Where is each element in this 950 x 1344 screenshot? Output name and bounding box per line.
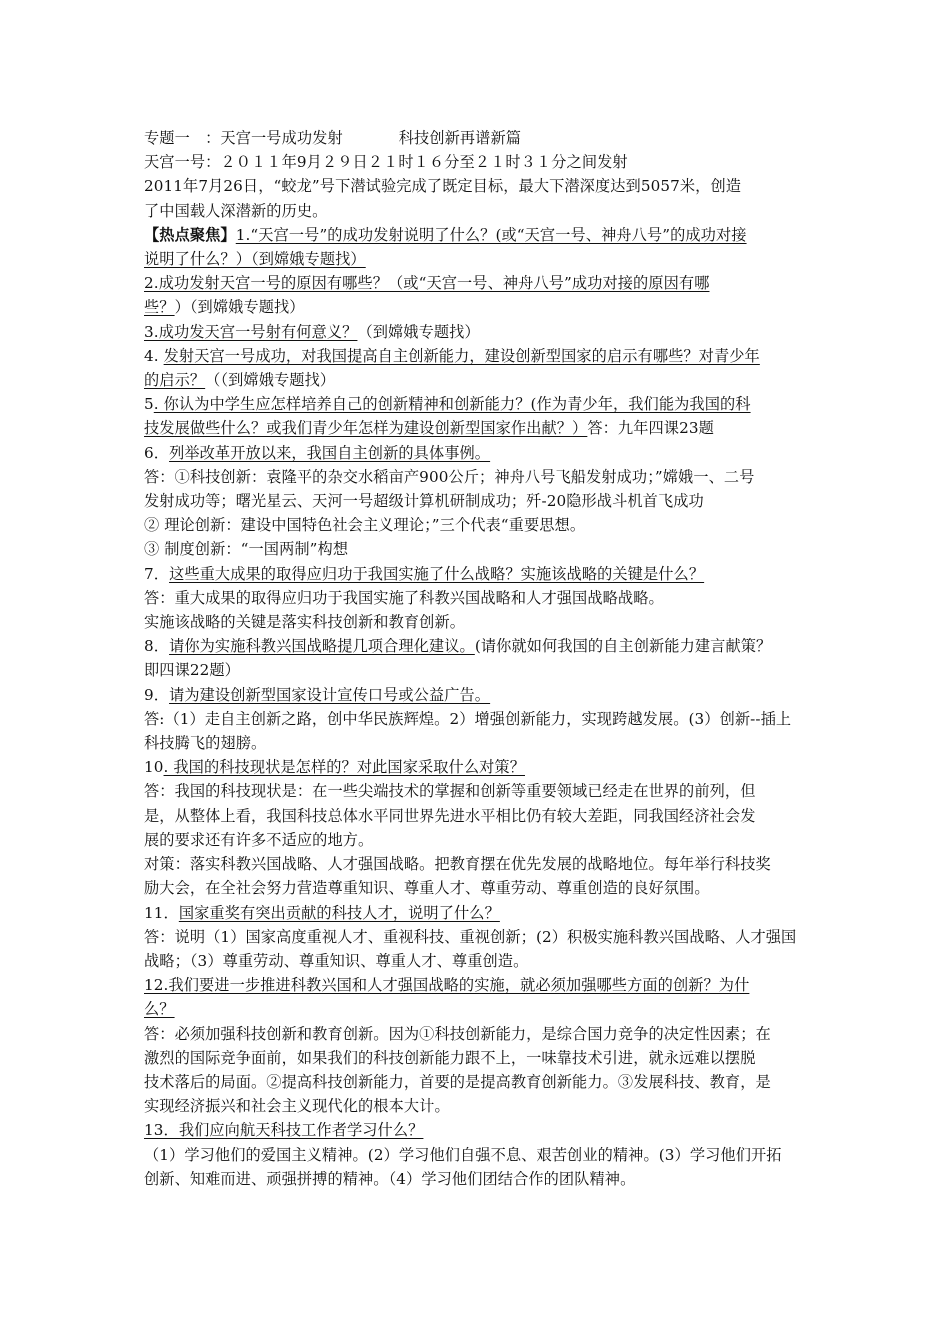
text-line [144,901,812,925]
underlined-text: 些？ [144,298,175,317]
line-text: 实施该战略的关键是落实科技创新和教育创新。 [144,613,466,632]
line-text: 【热点聚焦】 [144,225,236,244]
text-line [144,489,812,513]
text-line [144,658,812,682]
text-line [144,271,812,295]
underlined-text: 说明了什么？）（到嫦娥专题找） [144,250,366,269]
line-text: 2011年7月26日，“蛟龙”号下潜试验完成了既定目标，最大下潜深度达到5057米，创造 [144,177,742,196]
text-line [144,295,812,319]
text-line [144,973,812,997]
text-line [144,174,812,198]
text-line [144,392,812,416]
text-line [144,610,812,634]
text-line [144,1143,812,1167]
text-line [144,755,812,779]
line-text: 答：九年四课23题 [587,419,714,438]
line-text: ② 理论创新：建设中国特色社会主义理论；”三个代表“重要思想。 [144,516,586,535]
underlined-text: 12.我们要进一步推进科教兴国和人才强国战略的实施，就必须加强哪些方面的创新？为什 [144,976,750,995]
line-text: 创新、知难而进、顽强拼搏的精神。（4）学习他们团结合作的团队精神。 [144,1169,636,1188]
line-text: 励大会，在全社会努力营造尊重知识、尊重人才、尊重劳动、尊重创造的良好氛围。 [144,879,710,898]
line-text: 天宫一号：２０１１年9月２９日２１时１６分至２１时３１分之间发射 [144,153,628,172]
underlined-text: 么？ [144,1000,175,1019]
text-line [144,441,812,465]
underlined-text: 1.“天宫一号”的成功发射说明了什么？(或“天宫一号、神舟八号”的成功对接 [235,225,747,244]
underlined-text: 的启示？ [144,371,206,390]
line-text: ）（到嫦娥专题找） [174,298,305,317]
text-line [144,562,812,586]
underlined-text: . 你认为中学生应怎样培养自己的创新精神和创新能力？(作为青少年，我们能为我国的科 [153,395,751,414]
text-line [144,1167,812,1191]
underlined-text: 2.成功发射天宫一号的原因有哪些？（或“天宫一号、神舟八号”成功对接的原因有哪 [144,274,710,293]
text-line [144,852,812,876]
line-text: （1）学习他们的爱国主义精神。(2）学习他们自强不息、艰苦创业的精神。(3）学习他们开拓 [144,1145,782,1164]
text-line [144,537,812,561]
text-line [144,779,812,803]
line-text: 是，从整体上看，我国科技总体水平同世界先进水平相比仍有较大差距，同我国经济社会发 [144,806,756,825]
line-text: 答：重大成果的取得应归功于我国实施了科教兴国战略和人才强国战略战略。 [144,588,664,607]
text-line [144,465,812,489]
underlined-text: . 我国的科技现状是怎样的？对此国家采取什么对策？ [163,758,525,777]
line-text: 实现经济振兴和社会主义现代化的根本大计。 [144,1097,450,1116]
text-line [144,925,812,949]
underlined-text: 请你为实施科教兴国战略提几项合理化建议。 [169,637,475,656]
line-text: 答：我国的科技现状是：在一些尖端技术的掌握和创新等重要领域已经走在世界的前列，但 [144,782,756,801]
document-page [144,126,812,1191]
text-line [144,1118,812,1142]
line-text: 11． [144,903,179,922]
underlined-text: 列举改革开放以来，我国自主创新的具体事例。 [169,443,491,462]
line-text: 7． [144,564,170,583]
text-line [144,1022,812,1046]
underlined-text: 发射天宫一号成功，对我国提高自主创新能力，建设创新型国家的启示有哪些？对青少年 [163,346,760,365]
text-line [144,344,812,368]
underlined-text: 请为建设创新型国家设计宣传口号或公益广告。 [169,685,491,704]
text-line [144,416,812,440]
line-text: 发射成功等；曙光星云、天河一号超级计算机研制成功；歼-20隐形战斗机首飞成功 [144,492,704,511]
text-line [144,513,812,537]
line-text: （到嫦娥专题找） [357,322,480,341]
text-line [144,731,812,755]
line-text: 展的要求还有许多不适应的地方。 [144,830,374,849]
text-line [144,1094,812,1118]
text-line [144,828,812,852]
topic-title-sub: 科技创新再谱新篇 [398,129,522,147]
text-line [144,949,812,973]
text-line [144,199,812,223]
underlined-text: 这些重大成果的取得应归功于我国实施了什么战略？实施该战略的关键是什么？ [169,564,705,583]
line-text: 答：说明（1）国家高度重视人才、重视科技、重视创新；(2）积极实施科教兴国战略、人才强国 [144,927,797,946]
underlined-text: 国家重奖有突出贡献的科技人才，说明了什么？ [178,903,500,922]
text-line [144,683,812,707]
text-line [144,1046,812,1070]
line-text: 5 [144,395,154,414]
line-text: 4. [144,346,164,365]
underlined-text: 3.成功发天宫一号射有何意义？ [144,322,358,341]
line-text: 技术落后的局面。②提高科技创新能力，首要的是提高教育创新能力。③发展科技、教育，是 [144,1072,771,1091]
underlined-text: 技发展做些什么？或我们青少年怎样为建设创新型国家作出献？） [144,419,588,438]
text-line [144,876,812,900]
line-text: （（到嫦娥专题找） [205,371,336,390]
line-text: 即四课22题） [144,661,240,680]
text-line [144,707,812,731]
line-text: ③ 制度创新：“一国两制”构想 [144,540,349,559]
line-text: 对策：落实科教兴国战略、人才强国战略。把教育摆在优先发展的战略地位。每年举行科技奖 [144,855,771,874]
text-line [144,997,812,1021]
line-text: 答:（1）走自主创新之路，创中华民族辉煌。2）增强创新能力，实现跨越发展。(3）创新--插上 [144,709,792,728]
topic-title-main: 专题一 ：天宫一号成功发射 [144,129,343,147]
line-text: 9． [144,685,170,704]
line-text: 答：①科技创新：袁隆平的杂交水稻亩产900公斤；神舟八号飞船发射成功；”嫦娥一、二号 [144,467,755,486]
text-line [144,223,812,247]
line-text: 了中国载人深潜新的历史。 [144,201,328,220]
document-body [144,150,812,1191]
text-line [144,634,812,658]
text-line [144,320,812,344]
line-text: 答：必须加强科技创新和教育创新。因为①科技创新能力，是综合国力竞争的决定性因素；在 [144,1024,771,1043]
text-line [144,804,812,828]
line-text: 8． [144,637,170,656]
underlined-text: 13．我们应向航天科技工作者学习什么？ [144,1121,424,1140]
line-text: 科技腾飞的翅膀。 [144,734,267,753]
text-line [144,247,812,271]
line-text: 10 [144,758,164,777]
line-text: 战略；（3）尊重劳动、尊重知识、尊重人才、尊重创造。 [144,951,529,970]
text-line [144,150,812,174]
text-line [144,1070,812,1094]
text-line [144,586,812,610]
line-text: (请你就如何我国的自主创新能力建言献策？ [474,637,772,656]
line-text: 激烈的国际竞争面前，如果我们的科技创新能力跟不上，一味靠技术引进，就永远难以摆脱 [144,1048,756,1067]
text-line [144,368,812,392]
topic-title [144,126,812,150]
line-text: 6． [144,443,170,462]
